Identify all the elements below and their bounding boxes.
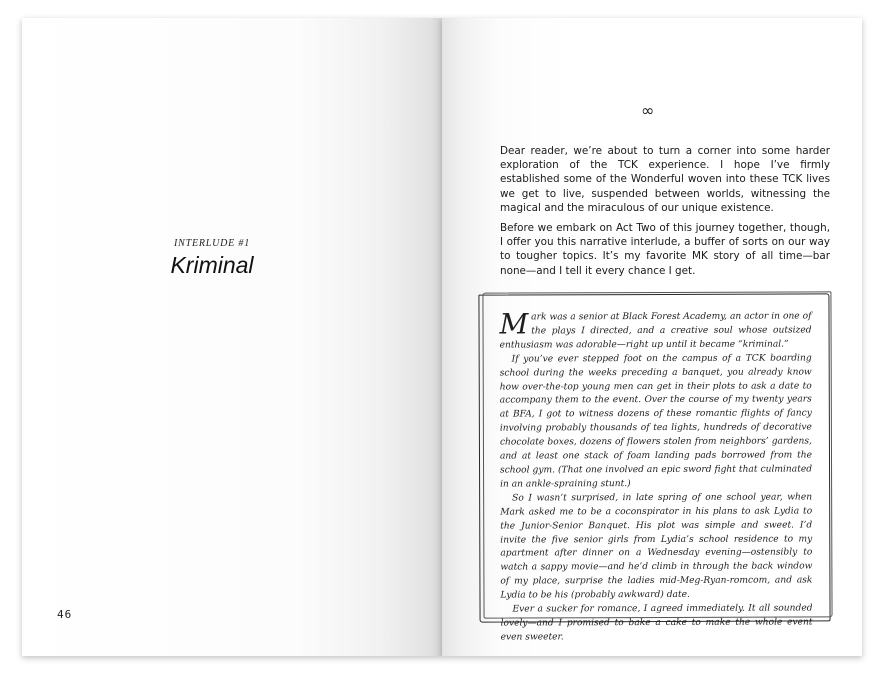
interlude-label: INTERLUDE #1 (174, 238, 250, 249)
page-number: 46 (57, 608, 73, 621)
intro-text (500, 144, 830, 284)
chapter-title: Kriminal (170, 252, 254, 278)
left-page (22, 18, 442, 656)
story-paragraph: Ever a sucker for romance, I agreed immediately. It all sounded lovely—and I promised to bake a cake to make the whole event even sweeter. (500, 603, 813, 643)
drop-cap: M (499, 307, 529, 341)
infinity-ornament-icon: ∞ (641, 101, 655, 120)
intro-paragraph: Before we embark on Act Two of this journey together, though, I offer you this narrative interlude, a buffer of sorts on our way to tougher topics. It’s my favorite MK story of all time—bar none—and I tell it every chance I get. (500, 222, 830, 277)
story-paragraph: If you’ve ever stepped foot on the campus of a TCK boarding school during the weeks preceding a banquet, you already know how over-the-top young men can get in their plots to ask a date to accompany them to the event. Over the course of my twenty years at BFA, I got to witness dozens of these romantic flights of fancy involving probably thousands of tea lights, hundreds of decorative chocolate boxes, dozens of flowers stolen from neighbors’ gardens, and at least one stack of foam landing pads borrowed from the school gym. (That one involved an epic sword fight that culminated in an ankle-spraining stunt.) (499, 353, 813, 490)
right-page (442, 18, 862, 656)
story-paragraph (499, 307, 812, 353)
story-box (478, 293, 830, 643)
intro-paragraph: Dear reader, we’re about to turn a corner into some harder exploration of the TCK experience. I hope I’ve firmly established some of the Wonderful woven into these TCK lives we get to live, suspended between worlds, witnessing the magical and the miraculous of our unique existence. (500, 145, 830, 214)
story-text (499, 307, 813, 645)
story-paragraph: So I wasn’t surprised, in late spring of one school year, when Mark asked me to be a coconspirator in his plans to ask Lydia to the Junior-Senior Banquet. His plot was simple and sweet. I’d invite the five senior girls from Lydia’s school residence to my apartment after dinner on a Wednesday evening—ostensibly to watch a sappy movie—and he’d climb in through the back window of my place, surprise the ladies mid-Meg-Ryan-romcom, and ask Lydia to be his (probably awkward) date. (500, 492, 813, 601)
story-first-paragraph-text: ark was a senior at Black Forest Academy, an actor in one of the plays I directed, and a creative soul whose outsized enthusiasm was adorable—right up until it became “kriminal.” (499, 311, 812, 351)
